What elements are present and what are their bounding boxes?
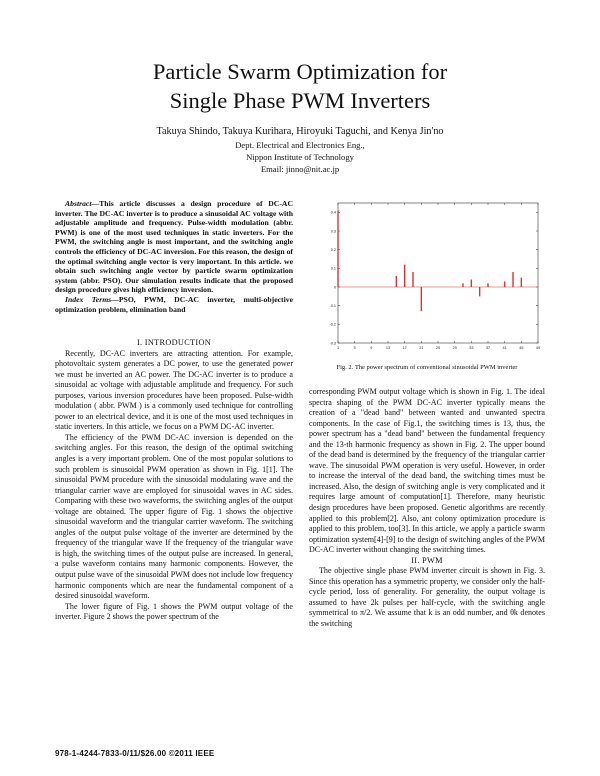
x-tick-label: 41: [502, 346, 507, 350]
x-tick-label: 9: [370, 346, 373, 350]
y-tick-label: 0.4: [330, 210, 336, 215]
title-line-2: Single Phase PWM Inverters: [169, 88, 431, 113]
abstract-paragraph: [55, 199, 293, 295]
x-tick-label: 33: [469, 346, 474, 350]
affiliation-email: Email: jinno@nit.ac.jp: [260, 164, 340, 175]
x-tick-label: 29: [452, 346, 457, 350]
affiliation-dept: Dept. Electrical and Electronics Eng.,: [235, 140, 365, 150]
x-tick-label: 25: [435, 346, 441, 350]
left-column-body: [55, 338, 293, 623]
x-tick-label: 17: [402, 346, 407, 350]
abstract: [55, 199, 293, 314]
right-column-body: [309, 387, 545, 630]
x-tick-label: 49: [535, 346, 541, 350]
intro-paragraph-1: Recently, DC-AC inverters are attracting attention. For example, photovoltaic system generates a DC power, to use the generated power we must be inverted an AC power. The DC-AC inverter is to produce a sinusoidal ac voltage with adjustable amplitude and frequency. For such purposes, various inversion procedures have been proposed. Pulse-width modulation ( abbr. PWM ) is a commonly used technique for controlling power to an electrical device, and it is one of the most used techniques in static inverters. In this article, we focus on a PWM DC-AC inverter.: [55, 348, 293, 432]
author-list: Takuya Shindo, Takuya Kurihara, Hiroyuki Taguchi, and Kenya Jin'no: [156, 126, 444, 137]
title-line-1: Particle Swarm Optimization for: [152, 59, 448, 84]
copyright-footer: 978-1-4244-7833-0/11/$26.00 ©2011 IEEE: [55, 749, 215, 758]
intro-paragraph-2: The efficiency of the PWM DC-AC inversion is depended on the switching angles. For this reason, the design of the optimal switching angles is a very important problem. One of the most popular solutions to such problem is sinusoidal PWM operation as shown in Fig. 1[1]. The sinusoidal PWM procedure with the sinusoidal modulating wave and the triangular carrier wave are employed for sinusoidal waves in AC sides. Comparing with these two waveforms, the switching angles of the output voltage are obtained. The upper figure of Fig. 1 shows the objective sinusoidal waveform and the triangular carrier waveform. The switching angles of the output pulse voltage of the inverter are determined by the frequency of the triangular wave If the frequency of the triangular wave is high, the switching times of the output pulse are increased. In general, a pulse waveform contains many harmonic components. However, the output pulse wave of the sinusoidal PWM does not include low frequency harmonic components which are near the fundamental component of a desired sinusoidal waveform.: [55, 432, 294, 601]
x-tick-label: 5: [353, 346, 356, 350]
section-heading-pwm: II. PWM: [411, 555, 443, 565]
x-tick-label: 13: [385, 346, 391, 350]
pwm-paragraph-1: The objective single phase PWM inverter circuit is shown in Fig. 3. Since this operation has a symmetric property, we consider only the half-cycle period, loss of generality. For generality, the output voltage is assumed to have 2k pulses per half-cycle, with the switching angle symmetrical to π/2. We assume that k is an odd number, and θk denotes the switching: [309, 566, 545, 629]
intro-paragraph-3: The lower figure of Fig. 1 shows the PWM output voltage of the inverter. Figure 2 shows the power spectrum of the: [55, 601, 293, 622]
x-tick-label: 45: [519, 346, 524, 350]
y-tick-label: 0: [333, 285, 336, 290]
abstract-text: —This article discusses a design procedure of DC-AC inverter. The DC-AC inverter is to produce a sinusoidal AC voltage with adjustable amplitude and frequency. Pulse-width modulation (abbr. PWM) is one of the most used techniques in static inverters. For the PWM, the switching angle is most important, and the switching angle controls the efficiency of DC-AC inversion. For this reason, the design of the optimal switching angle vector is very important. In this article. we obtain such switching angle vector by particle swarm optimization system (abbr. PSO). Our simulation results indicate that the proposed design procedure gives high efficiency inversion.: [55, 199, 293, 295]
figure-2-caption: Fig. 2. The power spectrum of conventional sinusoidal PWM inverter: [336, 364, 518, 371]
y-tick-label: 0.1: [330, 266, 336, 271]
power-spectrum-chart: [318, 198, 544, 354]
plot-frame: [338, 203, 538, 343]
y-tick-label: 0.2: [330, 247, 336, 252]
abstract-label: Abstract: [65, 199, 92, 208]
index-terms-text: —PSO, PWM, DC-AC inverter, multi-objective optimization problem, elimination band: [55, 294, 294, 314]
index-terms: [55, 295, 293, 314]
y-tick-label: -0.3: [329, 341, 336, 346]
affiliation: [0, 139, 600, 176]
y-tick-label: 0.3: [330, 229, 336, 234]
x-tick-label: 37: [485, 346, 491, 350]
y-tick-label: -0.2: [329, 322, 336, 327]
y-tick-label: -0.1: [329, 303, 336, 308]
right-paragraph-1: corresponding PWM output voltage which is shown in Fig. 1. The ideal spectra shaping of the PWM DC-AC inverter typically means the creation of a "dead band" between wanted and unwanted spectra components. In the case of Fig.1, the switching times is 13, thus, the power spectrum has a "dead band" between the fundamental frequency and the 13-th harmonic frequency as shown in Fig. 2. The upper bound of the dead band is determined by the frequency of the triangular carrier wave. The sinusoidal PWM operation is very useful. However, in order to increase the interval of the dead band, the switching times must be increased. Also, the design of switching angle is very complicated and it requires large amount of computation[1]. Therefore, many heuristic design procedures have been proposed. Genetic algorithms are recently applied to this problem[2]. Also, ant colony optimization procedure is applied to this problem, too[3]. In this article, we apply a particle swarm optimization system[4]-[9] to the design of switching angles of the PWM DC-AC inverter without changing the switching times.: [309, 387, 546, 555]
section-heading-introduction: I. INTRODUCTION: [136, 338, 212, 347]
paper-title: [0, 57, 600, 115]
affiliation-institute: Nippon Institute of Technology: [246, 152, 354, 163]
x-tick-label: 21: [419, 346, 424, 350]
x-tick-label: 1: [336, 346, 340, 350]
index-terms-label: Index Terms: [65, 294, 112, 304]
